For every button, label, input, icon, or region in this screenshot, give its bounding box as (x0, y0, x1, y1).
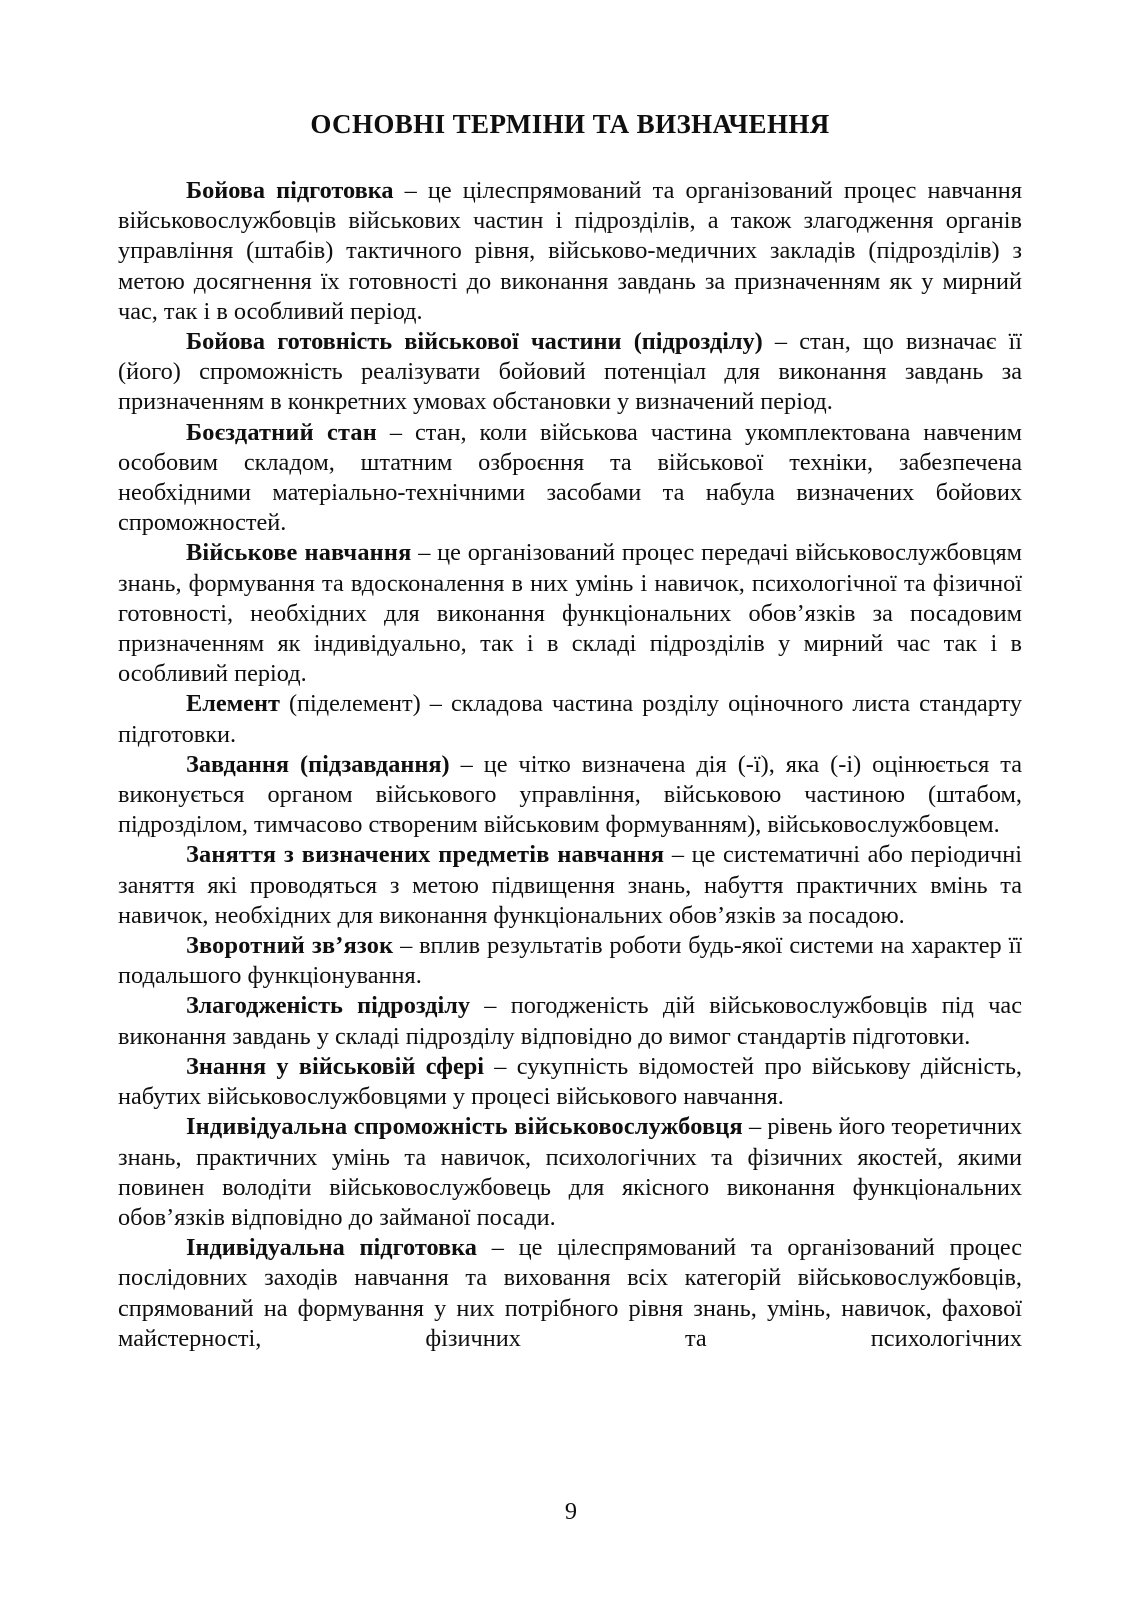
term-definition: – стан, що визначає її (його) спроможність реалізувати бойовий потенціал для виконання завдань за призначенням в конкретних умовах обстановки у визначений період. (118, 328, 1022, 416)
term-name: Бойова готовність військової частини (підрозділу) (186, 328, 763, 356)
term-name: Елемент (186, 690, 280, 718)
term-name: Боєздатний стан (186, 418, 377, 446)
term-definition: – це організований процес передачі військовослужбовцям знань, формування та вдосконалення в них умінь і навичок, психологічної та фізичної готовності, необхідних для виконання функціональних обов’язків за посадовим призначенням як індивідуально, так і в складі підрозділів у мирний час так і в особливий період. (118, 539, 1022, 688)
term-name: Заняття з визначених предметів навчання (186, 841, 665, 869)
term-definition: – це чітко визначена дія (-ї), яка (-і) оцінюється та виконується органом військового управління, військовою частиною (штабом, підрозділом, тимчасово створеним військовим формуванням), військовослужбовцем. (118, 750, 1022, 839)
term-entry (118, 1112, 1022, 1233)
term-definition: – стан, коли військова частина укомплектована навченим особовим складом, штатним озброєння та військової техніки, забезпечена необхідними матеріально-технічними засобами та набула визначених бойових спроможностей. (118, 418, 1022, 537)
term-definition: – рівень його теоретичних знань, практичних умінь та навичок, психологічних та фізичних якостей, якими повинен володіти військовослужбовець для якісного виконання функціональних обов’язків відповідно до займаної посади. (118, 1113, 1022, 1231)
term-name: Військове навчання (186, 539, 412, 567)
page-number: 9 (564, 1498, 578, 1525)
term-name: Зворотний зв’язок (186, 932, 394, 960)
term-entry (118, 1233, 1022, 1354)
term-entry (118, 840, 1022, 931)
term-entry (118, 327, 1022, 418)
term-name: Індивідуальна підготовка (186, 1234, 477, 1262)
term-entry (118, 991, 1022, 1051)
term-definition: – сукупність відомостей про військову дійсність, набутих військовослужбовцями у процесі військового навчання. (118, 1052, 1023, 1111)
term-definition: – вплив результатів роботи будь-якої системи на характер її подальшого функціонування. (118, 932, 1022, 990)
term-entry (118, 750, 1022, 841)
term-definition: (піделемент) – складова частина розділу оціночного листа стандарту підготовки. (118, 690, 1022, 748)
term-entry (118, 538, 1022, 689)
term-entry (118, 931, 1022, 991)
term-name: Знання у військовій сфері (186, 1052, 485, 1080)
term-definition: – це систематичні або періодичні заняття які проводяться з метою підвищення знань, набуття практичних вмінь та навичок, необхідних для виконання функціональних обов’язків за посадою. (118, 841, 1022, 929)
page-title: ОСНОВНІ ТЕРМІНИ ТА ВИЗНАЧЕННЯ (310, 109, 830, 139)
term-entry (118, 418, 1022, 539)
term-entry (118, 689, 1022, 749)
term-name: Злагодженість підрозділу (186, 992, 470, 1020)
terms-list (118, 176, 1022, 1354)
term-entry (118, 176, 1022, 327)
term-name: Індивідуальна спроможність військовослужбовця (186, 1113, 743, 1141)
term-definition: – погодженість дій військовослужбовців під час виконання завдань у складі підрозділу відповідно до вимог стандартів підготовки. (118, 992, 1022, 1050)
term-definition: – це цілеспрямований та організований процес навчання військовослужбовців військових частин і підрозділів, а також злагодження органів управління (штабів) тактичного рівня, військово-медичних закладів (підрозділів) з метою досягнення їх готовності до виконання завдань за призначенням як у мирний час, так і в особливий період. (118, 177, 1022, 325)
term-definition: – це цілеспрямований та організований процес послідовних заходів навчання та виховання всіх категорій військовослужбовців, спрямований на формування у них потрібного рівня знань, умінь, навичок, фахової майстерності, фізичних та психологічних (118, 1234, 1023, 1352)
term-name: Завдання (підзавдання) (186, 750, 450, 778)
page-content-area (118, 108, 1022, 1354)
term-name: Бойова підготовка (186, 177, 394, 204)
term-entry (118, 1052, 1022, 1112)
